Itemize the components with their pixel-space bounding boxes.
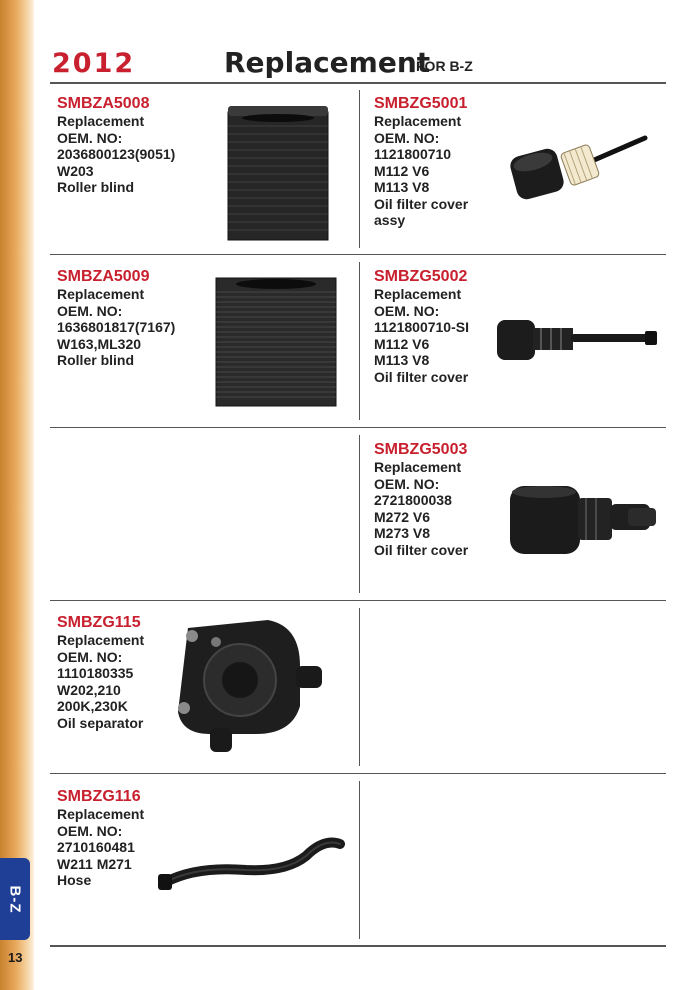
- oem-label: OEM. NO:: [57, 648, 123, 665]
- column-divider: [359, 435, 360, 593]
- product-entry: [374, 95, 468, 229]
- product-category: Replacement: [57, 806, 145, 822]
- oem-label: OEM. NO:: [57, 822, 123, 839]
- product-code: SMBZG116: [57, 788, 141, 805]
- page-number: 13: [8, 950, 23, 965]
- product-entry: [57, 268, 175, 369]
- side-gradient-strip: [0, 0, 34, 990]
- product-category: Replacement: [57, 632, 145, 648]
- product-detail: M112 V6: [374, 162, 430, 179]
- column-divider: [359, 262, 360, 420]
- row-divider: [50, 600, 666, 601]
- product-code: SMBZA5009: [57, 268, 150, 285]
- product-code: SMBZG115: [57, 614, 141, 631]
- oem-number: 2721800038: [374, 492, 452, 508]
- oem-label: OEM. NO:: [374, 475, 440, 492]
- row-divider: [50, 773, 666, 774]
- page-subtitle: FOR B-Z: [416, 58, 473, 74]
- oem-number: 2710160481: [57, 839, 135, 855]
- column-divider: [359, 608, 360, 766]
- oil-separator-icon: [170, 616, 332, 758]
- row-divider: [50, 427, 666, 428]
- product-detail: M112 V6: [374, 335, 430, 352]
- section-tab: [0, 858, 30, 940]
- oil-filter-cover-icon: [508, 482, 660, 558]
- product-detail: W202,210: [57, 681, 121, 698]
- oem-number: 1636801817(7167): [57, 319, 176, 335]
- oem-number: 1110180335: [57, 665, 134, 681]
- product-detail: M272 V6: [374, 508, 431, 525]
- product-entry: [57, 614, 144, 731]
- product-detail: W211 M271: [57, 855, 132, 872]
- page-title: Replacement: [224, 46, 431, 79]
- footer-divider: [50, 945, 666, 947]
- product-detail: W203: [57, 162, 94, 179]
- product-code: SMBZG5003: [374, 441, 468, 458]
- product-detail: 200K,230K: [57, 698, 128, 714]
- oil-filter-cover-icon: [495, 316, 661, 364]
- product-category: Replacement: [374, 113, 462, 129]
- oem-label: OEM. NO:: [57, 129, 123, 146]
- oem-number: 2036800123(9051): [57, 146, 176, 162]
- section-tab-label: B-Z: [6, 885, 24, 913]
- oem-label: OEM. NO:: [57, 302, 123, 319]
- product-category: Replacement: [374, 286, 462, 302]
- product-code: SMBZG5002: [374, 268, 468, 285]
- product-detail: Oil filter cover: [374, 195, 469, 212]
- product-detail: M113 V8: [374, 352, 430, 368]
- product-detail: Oil filter cover: [374, 368, 469, 385]
- catalog-year: 2012: [52, 48, 136, 79]
- product-detail: M113 V8: [374, 179, 430, 195]
- product-detail: Hose: [57, 872, 92, 888]
- product-category: Replacement: [374, 459, 462, 475]
- product-detail: Oil separator: [57, 714, 144, 731]
- oem-label: OEM. NO:: [374, 129, 440, 146]
- roller-blind-icon: [226, 104, 330, 242]
- column-divider: [359, 781, 360, 939]
- header-divider: [50, 82, 666, 84]
- product-entry: [57, 788, 144, 889]
- product-entry: [57, 95, 175, 196]
- product-category: Replacement: [57, 113, 145, 129]
- oil-filter-cover-assy-icon: [505, 128, 655, 200]
- product-category: Replacement: [57, 286, 145, 302]
- roller-blind-icon: [212, 274, 340, 408]
- product-detail: M273 V8: [374, 525, 431, 541]
- product-detail: W163,ML320: [57, 335, 142, 352]
- product-entry: [374, 441, 468, 558]
- product-detail: assy: [374, 212, 406, 228]
- oem-number: 1121800710: [374, 146, 452, 162]
- product-detail: Oil filter cover: [374, 541, 469, 558]
- oem-number: 1121800710-SI: [374, 319, 469, 335]
- product-code: SMBZA5008: [57, 95, 150, 112]
- product-detail: Roller blind: [57, 352, 134, 368]
- column-divider: [359, 90, 360, 248]
- oem-label: OEM. NO:: [374, 302, 440, 319]
- row-divider: [50, 254, 666, 255]
- hose-icon: [156, 826, 348, 896]
- product-detail: Roller blind: [57, 179, 134, 195]
- product-code: SMBZG5001: [374, 95, 468, 112]
- product-entry: [374, 268, 469, 385]
